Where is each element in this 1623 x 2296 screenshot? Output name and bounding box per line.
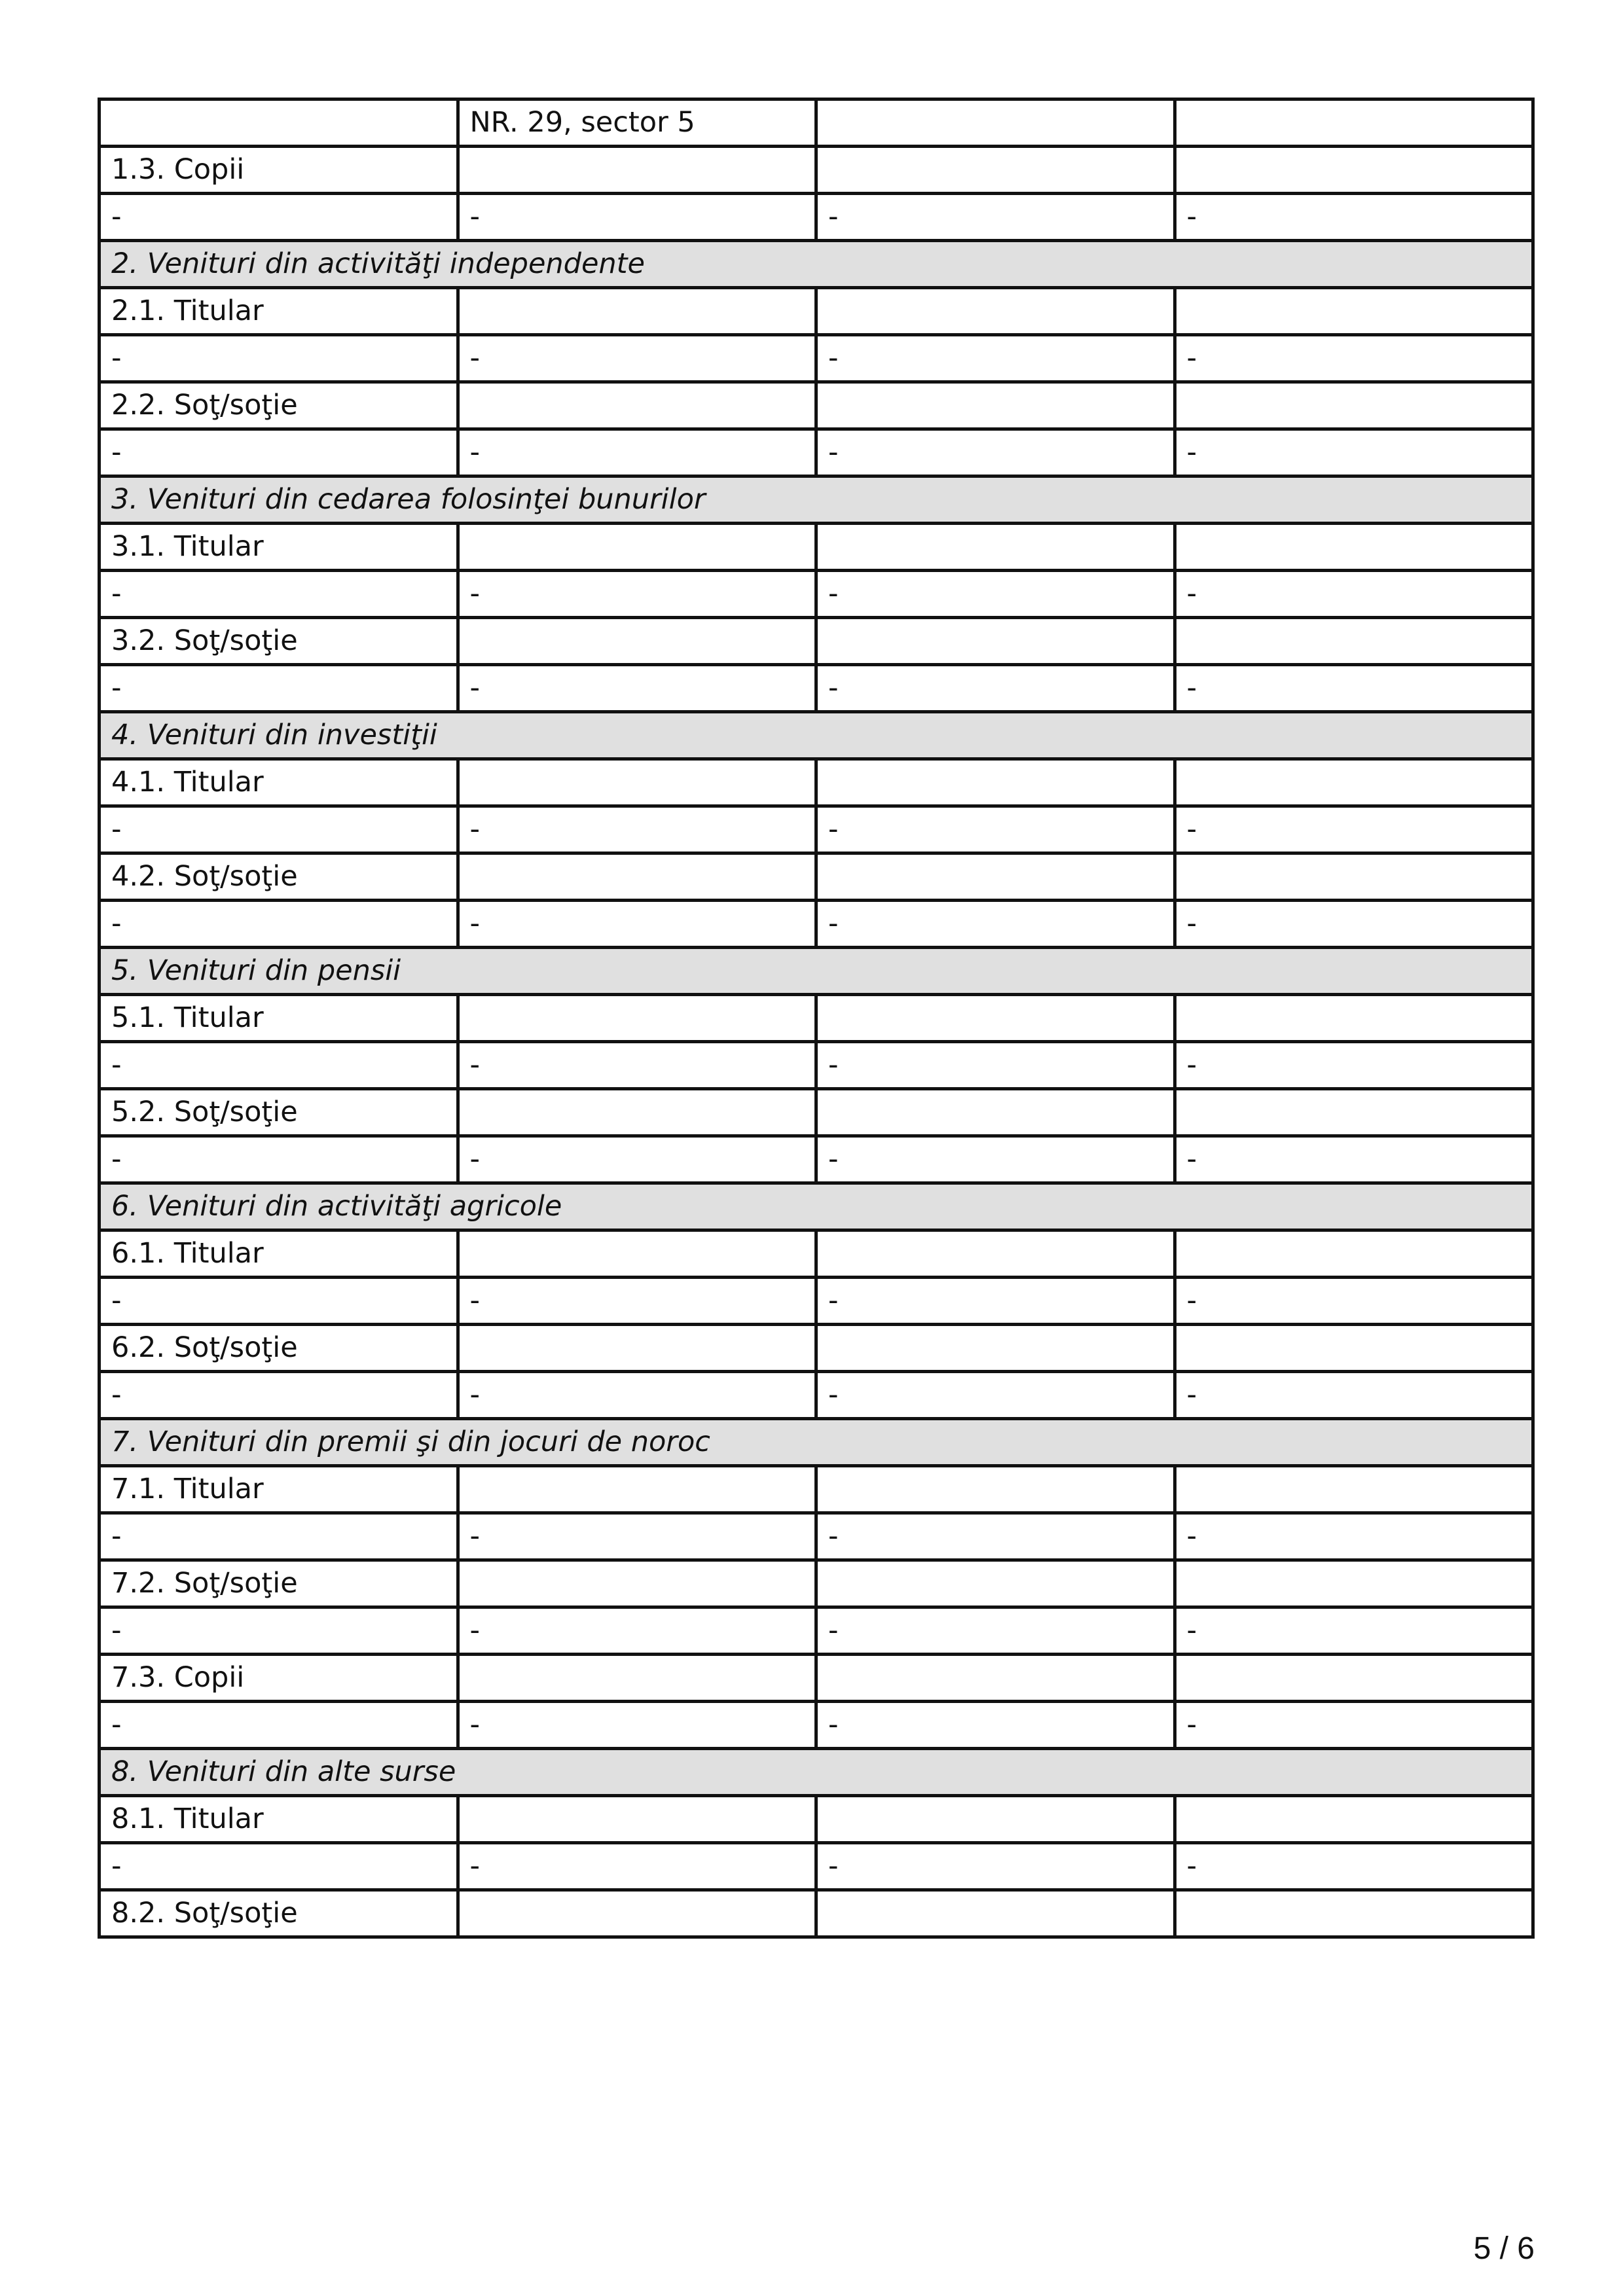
table-row [100,429,1533,476]
table-cell [1175,1796,1533,1843]
table-row [100,1325,1533,1372]
section-header-row [100,1183,1533,1230]
table-cell [1175,524,1533,571]
section-header-row [100,1749,1533,1796]
table-cell: - [458,1513,816,1560]
table-cell: - [1175,1513,1533,1560]
table-cell: - [100,571,458,618]
table-cell [458,382,816,429]
table-row [100,1796,1533,1843]
table-cell: - [458,571,816,618]
table-cell [1175,618,1533,665]
table-row [100,853,1533,901]
table-cell: - [816,1702,1175,1749]
table-row [100,1513,1533,1560]
table-cell: - [100,1702,458,1749]
table-cell [1175,759,1533,806]
table-row [100,1372,1533,1419]
table-cell: - [100,429,458,476]
table-cell: 6.2. Soţ/soţie [100,1325,458,1372]
table-cell: - [1175,806,1533,853]
table-cell [816,524,1175,571]
table-cell: - [100,1843,458,1890]
table-cell: 5.2. Soţ/soţie [100,1089,458,1136]
table-cell [458,1230,816,1278]
table-cell: - [816,194,1175,241]
table-cell: 7.1. Titular [100,1466,458,1513]
section-header-row [100,948,1533,995]
table-cell: - [100,665,458,712]
table-cell [458,995,816,1042]
table-cell: 4.1. Titular [100,759,458,806]
table-cell: - [816,1278,1175,1325]
table-body [100,99,1533,1937]
table-cell [458,1089,816,1136]
table-cell [458,524,816,571]
table-cell: - [100,806,458,853]
table-cell [1175,995,1533,1042]
section-header-row [100,712,1533,759]
table-row [100,995,1533,1042]
table-cell [816,1655,1175,1702]
income-declaration-table [98,98,1535,1939]
table-cell: - [816,571,1175,618]
table-cell: - [816,1042,1175,1089]
table-cell: - [100,1042,458,1089]
table-cell [816,1089,1175,1136]
table-cell: - [1175,665,1533,712]
table-cell [816,147,1175,194]
section-title: 5. Venituri din pensii [100,948,1533,995]
table-cell: - [1175,1607,1533,1655]
table-row [100,901,1533,948]
section-header-row [100,1419,1533,1466]
table-cell: - [1175,1372,1533,1419]
table-cell: - [1175,335,1533,382]
table-cell [458,1890,816,1937]
table-cell: 3.1. Titular [100,524,458,571]
table-cell: NR. 29, sector 5 [458,99,816,147]
table-cell: - [458,335,816,382]
table-cell: - [816,665,1175,712]
table-cell [458,853,816,901]
table-cell [816,1325,1175,1372]
table-row [100,1560,1533,1607]
section-title: 6. Venituri din activităţi agricole [100,1183,1533,1230]
table-cell: - [458,1136,816,1183]
table-cell: - [816,1136,1175,1183]
table-cell [458,147,816,194]
table-row [100,571,1533,618]
section-header-row [100,241,1533,288]
table-row [100,1278,1533,1325]
table-row [100,1136,1533,1183]
table-cell: - [1175,1136,1533,1183]
table-cell: - [1175,194,1533,241]
table-cell: - [1175,571,1533,618]
table-cell [458,1325,816,1372]
table-cell: - [458,1278,816,1325]
table-cell: 3.2. Soţ/soţie [100,618,458,665]
table-cell: - [458,1372,816,1419]
table-cell [1175,1466,1533,1513]
table-row [100,382,1533,429]
table-row [100,1089,1533,1136]
table-cell: 5.1. Titular [100,995,458,1042]
table-cell: - [1175,1278,1533,1325]
table-cell [816,1796,1175,1843]
section-title: 4. Venituri din investiţii [100,712,1533,759]
table-cell: - [816,429,1175,476]
table-cell: - [458,1702,816,1749]
table-row [100,194,1533,241]
table-row [100,665,1533,712]
table-cell [816,1230,1175,1278]
table-row [100,1230,1533,1278]
table-cell [816,1560,1175,1607]
table-cell: - [458,429,816,476]
table-cell: - [1175,1843,1533,1890]
table-cell: 6.1. Titular [100,1230,458,1278]
table-cell [1175,1655,1533,1702]
table-cell [816,1890,1175,1937]
table-cell: - [1175,1042,1533,1089]
table-cell: - [458,1607,816,1655]
table-cell [1175,1890,1533,1937]
table-row [100,335,1533,382]
table-cell: - [100,901,458,948]
table-cell: 2.1. Titular [100,288,458,335]
table-cell: - [816,1372,1175,1419]
table-cell: - [816,1607,1175,1655]
table-cell [1175,288,1533,335]
table-cell [816,288,1175,335]
table-cell [100,99,458,147]
table-cell [458,288,816,335]
table-cell: 4.2. Soţ/soţie [100,853,458,901]
table-row [100,618,1533,665]
table-cell [1175,1089,1533,1136]
table-cell [1175,853,1533,901]
table-cell: - [100,335,458,382]
table-cell: - [458,1843,816,1890]
table-cell: - [458,806,816,853]
table-cell: - [816,1513,1175,1560]
table-cell: - [816,335,1175,382]
table-cell [816,1466,1175,1513]
table-row [100,99,1533,147]
table-cell: 8.2. Soţ/soţie [100,1890,458,1937]
table-cell [1175,1230,1533,1278]
table-cell [816,618,1175,665]
table-cell [458,1655,816,1702]
table-row [100,759,1533,806]
table-cell: - [1175,1702,1533,1749]
table-row [100,1042,1533,1089]
table-cell: 8.1. Titular [100,1796,458,1843]
table-cell [1175,382,1533,429]
table-cell [1175,1325,1533,1372]
table-cell: - [458,1042,816,1089]
table-row [100,1607,1533,1655]
section-header-row [100,476,1533,524]
table-cell: 7.2. Soţ/soţie [100,1560,458,1607]
table-cell: - [458,665,816,712]
table-cell [458,1560,816,1607]
table-cell: - [100,1513,458,1560]
table-cell [458,618,816,665]
table-cell [1175,147,1533,194]
table-cell: - [458,194,816,241]
table-row [100,1466,1533,1513]
table-cell [816,759,1175,806]
table-row [100,288,1533,335]
table-cell [816,99,1175,147]
page-number: 5 / 6 [1473,2231,1535,2266]
table-cell [458,1796,816,1843]
table-cell: - [816,1843,1175,1890]
table-cell [458,759,816,806]
table-row [100,1655,1533,1702]
table-cell: - [1175,901,1533,948]
table-cell: - [100,194,458,241]
table-cell [458,1466,816,1513]
table-cell [816,995,1175,1042]
section-title: 8. Venituri din alte surse [100,1749,1533,1796]
section-title: 2. Venituri din activităţi independente [100,241,1533,288]
table-cell: - [816,901,1175,948]
table-cell [1175,1560,1533,1607]
table-cell [816,853,1175,901]
table-row [100,1843,1533,1890]
table-row [100,806,1533,853]
table-cell: - [816,806,1175,853]
table-cell: - [1175,429,1533,476]
table-cell [816,382,1175,429]
table-cell: 1.3. Copii [100,147,458,194]
table-row [100,1890,1533,1937]
table-row [100,524,1533,571]
section-title: 3. Venituri din cedarea folosinţei bunurilor [100,476,1533,524]
section-title: 7. Venituri din premii şi din jocuri de noroc [100,1419,1533,1466]
table-cell: - [458,901,816,948]
table-cell: - [100,1372,458,1419]
table-cell: - [100,1278,458,1325]
table-row [100,147,1533,194]
table-row [100,1702,1533,1749]
table-cell: 2.2. Soţ/soţie [100,382,458,429]
table-cell: - [100,1136,458,1183]
table-cell: 7.3. Copii [100,1655,458,1702]
table-cell [1175,99,1533,147]
table-cell: - [100,1607,458,1655]
